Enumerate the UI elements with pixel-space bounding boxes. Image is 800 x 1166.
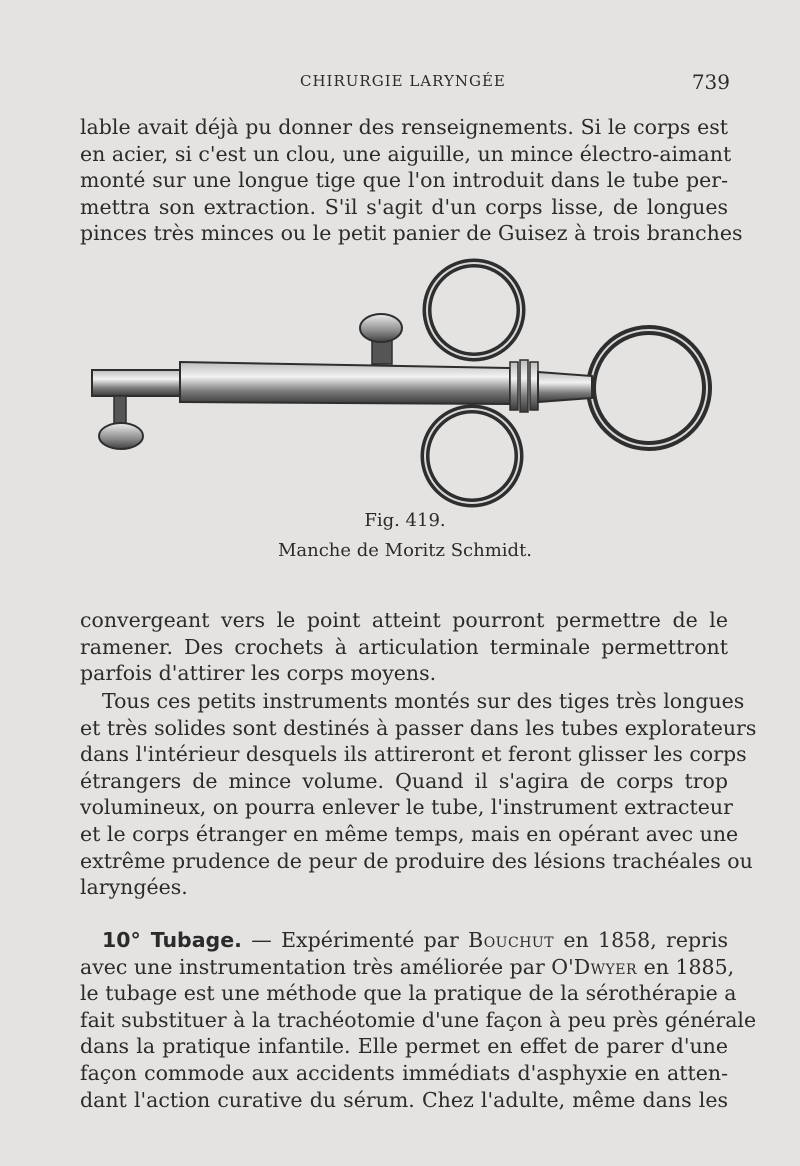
text-run: — Expérimenté par <box>241 928 469 952</box>
text-line: laryngées. <box>80 875 188 900</box>
text-line: et le corps étranger en même temps, mais en opérant avec une <box>80 821 739 846</box>
text-line: mettra son extraction. S'il s'agit d'un corps lisse, de longues <box>80 194 728 219</box>
text-run: en 1885, <box>637 954 735 979</box>
text-line: pinces très minces ou le petit panier de Guisez à trois branches <box>80 221 743 246</box>
text-line: Tous ces petits instruments montés sur des tiges très longues <box>102 689 745 713</box>
syringe-handle-drawing <box>80 258 730 518</box>
section-heading: 10° Tubage. <box>102 928 242 952</box>
paragraph-2 <box>80 607 728 687</box>
text-line: parfois d'attirer les corps moyens. <box>80 661 437 686</box>
text-line: lable avait déjà pu donner des renseignements. Si le corps est <box>80 115 728 139</box>
text-line: façon commode aux accidents immédiats d'asphyxie en atten- <box>80 1060 728 1085</box>
text-line: et très solides sont destinés à passer dans les tubes explorateurs <box>80 715 757 740</box>
text-line: convergeant vers le point atteint pourront permettre de le <box>80 608 728 632</box>
text-line: le tubage est une méthode que la pratique de la sérothérapie a <box>80 981 737 1006</box>
figure-instrument-illustration <box>80 258 730 518</box>
text-line: dans l'intérieur desquels ils attireront et feront glisser les corps <box>80 742 747 767</box>
text-line: dans la pratique infantile. Elle permet en effet de parer d'une <box>80 1034 728 1059</box>
text-line: dant l'action curative du sérum. Chez l'adulte, même dans les <box>80 1087 728 1112</box>
text-line: monté sur une longue tige que l'on introduit dans le tube per- <box>80 168 728 193</box>
text-line: étrangers de mince volume. Quand il s'agira de corps trop <box>80 768 728 793</box>
author-name: Dwyer <box>573 954 638 979</box>
paragraph-3 <box>80 688 757 901</box>
page-header <box>80 70 730 100</box>
text-line: ramener. Des crochets à articulation terminale permettront <box>80 634 728 659</box>
text-run: avec une instrumentation très améliorée par O' <box>80 954 574 979</box>
running-title: CHIRURGIE LARYNGÉE <box>300 72 506 90</box>
author-name: Bouchut <box>468 928 555 952</box>
figure-number: Fig. 419. <box>364 510 446 531</box>
text-line: en acier, si c'est un clou, une aiguille, un mince électro-aimant <box>80 141 732 166</box>
figure-caption: Manche de Moritz Schmidt. <box>277 540 533 561</box>
page-number: 739 <box>691 70 730 94</box>
paragraph-1 <box>80 114 743 247</box>
paragraph-4 <box>80 927 757 1113</box>
text-line: fait substituer à la trachéotomie d'une façon à peu près générale <box>80 1007 757 1032</box>
text-line <box>80 927 728 954</box>
text-line: extrême prudence de peur de produire des lésions trachéales ou <box>80 848 753 873</box>
text-line: volumineux, on pourra enlever le tube, l'instrument extracteur <box>80 795 733 820</box>
text-run: en 1858, repris <box>554 928 728 952</box>
text-line <box>80 954 735 981</box>
